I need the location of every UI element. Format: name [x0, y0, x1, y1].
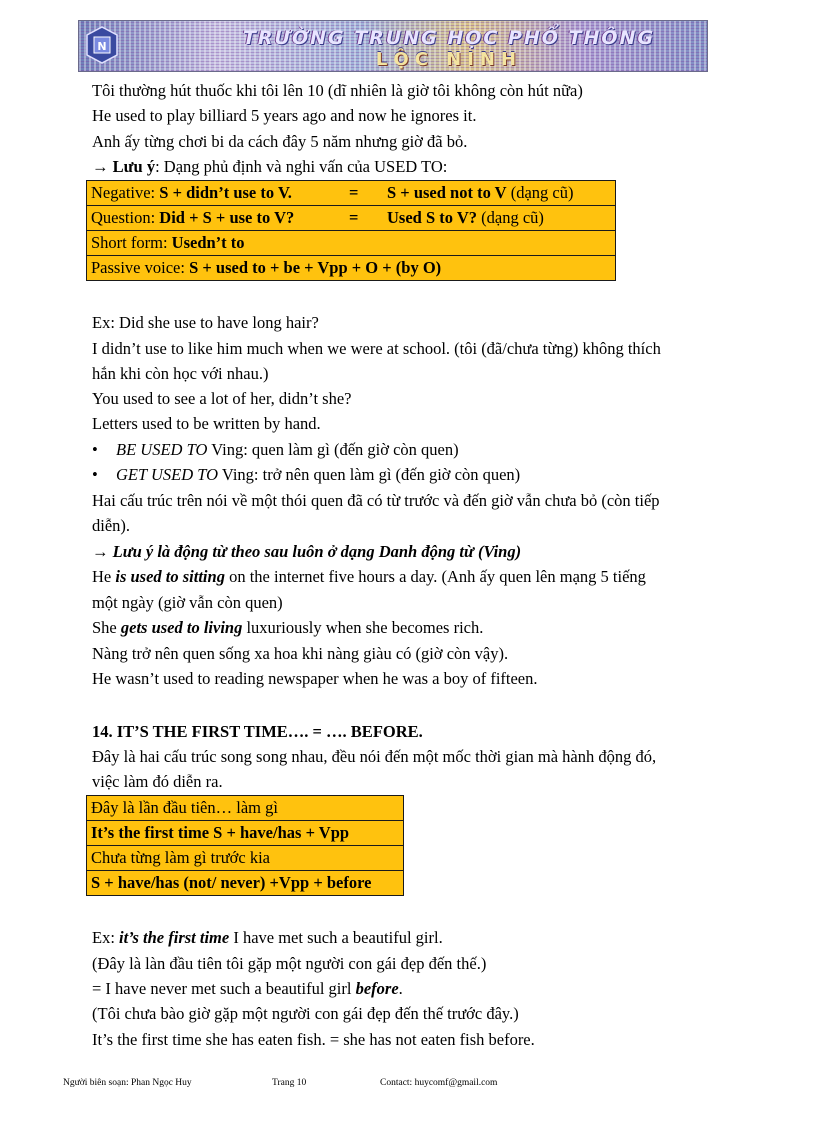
table-cell: Đây là lần đầu tiên… làm gì	[87, 796, 404, 821]
example-living-translation: Nàng trở nên quen sống xa hoa khi nàng giàu có (giờ còn vậy).	[92, 644, 509, 663]
section-14-heading: 14. IT’S THE FIRST TIME…. = …. BEFORE.	[92, 722, 423, 741]
bullet-be-used-to	[92, 440, 459, 460]
translation-1: (Đây là làn đầu tiên tôi gặp một người con gái đẹp đến thế.)	[92, 954, 487, 973]
bullet-icon: •	[92, 440, 98, 459]
table-cell: Chưa từng làm gì trước kia	[87, 846, 404, 871]
table-row-short-form	[87, 231, 616, 256]
bullet-rest: Ving: trở nên quen làm gì (đến giờ còn quen)	[218, 465, 521, 484]
question-suffix: (dạng cũ)	[477, 208, 544, 227]
footer-author: Người biên soạn: Phan Ngọc Huy	[63, 1078, 192, 1088]
table-cell: S + have/has (not/ never) +Vpp + before	[87, 871, 404, 896]
example-2b: hắn khi còn học với nhau.)	[92, 364, 269, 383]
used-to-forms-table	[86, 180, 616, 281]
text-run: He	[92, 567, 116, 586]
text-run: .	[398, 979, 403, 998]
bullet-term: GET USED TO	[116, 465, 219, 484]
table-row-question	[87, 206, 616, 231]
example-1: Ex: Did she use to have long hair?	[92, 313, 319, 332]
school-logo-icon	[85, 25, 119, 65]
first-time-table	[86, 795, 404, 896]
example-3: You used to see a lot of her, didn’t she?	[92, 389, 352, 408]
table-row	[87, 796, 404, 821]
header-banner	[78, 20, 708, 72]
example-first-time	[92, 928, 443, 948]
banner-title: TRƯỜNG TRUNG HỌC PHỔ THÔNG	[242, 27, 656, 49]
example-4: Letters used to be written by hand.	[92, 414, 321, 433]
example-living	[92, 618, 483, 638]
passive-form: S + used to + be + Vpp + O + (by O)	[189, 258, 442, 277]
note-used-to	[92, 157, 447, 177]
note-ving	[92, 542, 521, 562]
text-run: She	[92, 618, 121, 637]
footer-contact: Contact: huycomf@gmail.com	[380, 1078, 498, 1088]
text-run: I have met such a beautiful girl.	[229, 928, 443, 947]
emphasis: it’s the first time	[119, 928, 230, 947]
table-row-passive	[87, 256, 616, 281]
text-run: luxuriously when she becomes rich.	[242, 618, 484, 637]
note-text: : Dạng phủ định và nghi vấn của USED TO:	[155, 157, 448, 176]
bullet-get-used-to	[92, 465, 520, 485]
section-14-desc-b: việc làm đó diễn ra.	[92, 772, 223, 791]
translation-2: (Tôi chưa bào giờ gặp một người con gái đẹp đến thế trước đây.)	[92, 1004, 519, 1023]
question-equals: =	[349, 208, 359, 227]
intro-line-1: Tôi thường hút thuốc khi tôi lên 10 (dĩ nhiên là giờ tôi không còn hút nữa)	[92, 81, 583, 100]
note-ving-text: Lưu ý là động từ theo sau luôn ở dạng Danh động từ (Ving)	[112, 542, 522, 561]
question-form: Did + S + use to V?	[159, 208, 295, 227]
emphasis: gets used to living	[120, 618, 243, 637]
banner-subtitle: LỘC NINH	[375, 49, 523, 70]
text-run: = I have never met such a beautiful girl	[92, 979, 356, 998]
table-row-negative	[87, 181, 616, 206]
example-2a: I didn’t use to like him much when we were at school. (tôi (đã/chưa từng) không thích	[92, 339, 661, 358]
example-reading: He wasn’t used to reading newspaper when he was a boy of fifteen.	[92, 669, 538, 688]
arrow-icon: →	[92, 542, 109, 561]
negative-form: S + didn’t use to V.	[159, 183, 292, 202]
negative-label: Negative:	[91, 183, 160, 202]
intro-line-3: Anh ấy từng chơi bi da cách đây 5 năm nhưng giờ đã bỏ.	[92, 132, 468, 151]
question-alt-form: Used S to V?	[387, 208, 478, 227]
bullet-rest: Ving: quen làm gì (đến giờ còn quen)	[207, 440, 459, 459]
text-run: Ex:	[92, 928, 120, 947]
example-sitting-b: một ngày (giờ vẫn còn quen)	[92, 593, 283, 612]
section-14-desc-a: Đây là hai cấu trúc song song nhau, đều nói đến một mốc thời gian mà hành động đó,	[92, 747, 657, 766]
svg-text:N: N	[97, 40, 107, 53]
example-sitting	[92, 567, 646, 587]
bullet-icon: •	[92, 465, 98, 484]
table-row	[87, 821, 404, 846]
question-label: Question:	[91, 208, 160, 227]
bullet-term: BE USED TO	[116, 440, 208, 459]
note-label: Lưu ý	[112, 157, 156, 176]
text-run: on the internet five hours a day. (Anh ấy quen lên mạng 5 tiếng	[224, 567, 646, 586]
explain-line-a: Hai cấu trúc trên nói về một thói quen đã có từ trước và đến giờ vẫn chưa bỏ (còn tiếp	[92, 491, 660, 510]
table-row	[87, 846, 404, 871]
arrow-icon: →	[92, 157, 109, 176]
passive-label: Passive voice:	[91, 258, 190, 277]
explain-line-b: diễn).	[92, 516, 131, 535]
short-form-value: Usedn’t to	[171, 233, 245, 252]
negative-suffix: (dạng cũ)	[506, 183, 574, 202]
negative-alt-form: S + used not to V	[387, 183, 507, 202]
intro-line-2: He used to play billiard 5 years ago and now he ignores it.	[92, 106, 477, 125]
footer-page: Trang 10	[272, 1078, 307, 1088]
emphasis: before	[355, 979, 399, 998]
negative-equals: =	[349, 183, 359, 202]
table-cell: It’s the first time S + have/has + Vpp	[87, 821, 404, 846]
example-never	[92, 979, 403, 999]
short-form-label: Short form:	[91, 233, 172, 252]
table-row	[87, 871, 404, 896]
emphasis: is used to sitting	[115, 567, 225, 586]
example-fish: It’s the first time she has eaten fish. = she has not eaten fish before.	[92, 1030, 535, 1049]
